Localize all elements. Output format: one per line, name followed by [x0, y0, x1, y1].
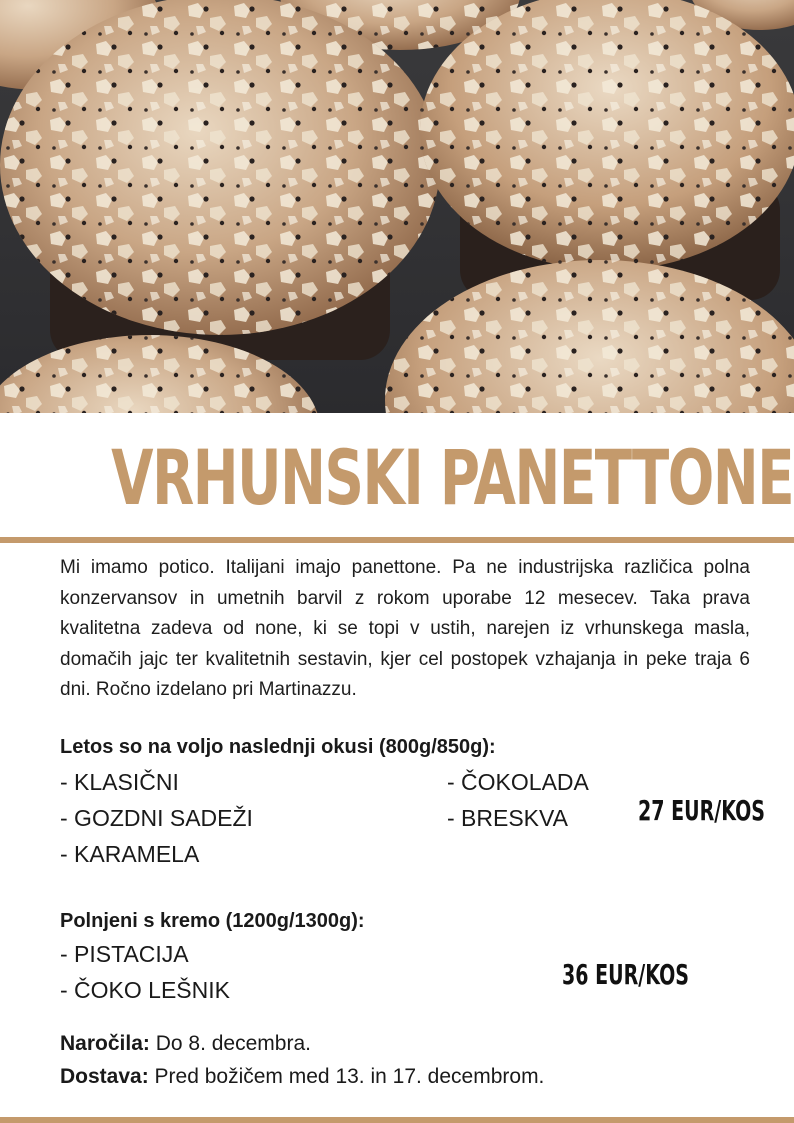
panettone-photo — [0, 0, 794, 413]
flavor-item: - ČOKOLADA — [447, 769, 589, 795]
orders-line — [60, 1032, 311, 1056]
delivery-value: Pred božičem med 13. in 17. decembrom. — [148, 1065, 545, 1088]
flavor-item: - KLASIČNI — [60, 769, 179, 795]
bottom-divider — [0, 1117, 794, 1123]
flavors-heading: Letos so na voljo naslednji okusi (800g/850g): — [60, 736, 496, 758]
top-divider — [0, 537, 794, 543]
orders-label: Naročila: — [60, 1032, 150, 1055]
delivery-label: Dostava: — [60, 1065, 149, 1088]
filled-price: 36 EUR/KOS — [562, 958, 690, 991]
page-title: VRHUNSKI PANETTONE — [111, 433, 794, 522]
flavor-item: - GOZDNI SADEŽI — [60, 805, 253, 831]
filled-item: - ČOKO LEŠNIK — [60, 977, 230, 1003]
panettone-illustration — [0, 0, 794, 413]
filled-heading: Polnjeni s kremo (1200g/1300g): — [60, 910, 365, 932]
flavor-item: - KARAMELA — [60, 841, 200, 867]
flavors-price: 27 EUR/KOS — [638, 794, 766, 827]
orders-value: Do 8. decembra. — [149, 1032, 311, 1055]
filled-item: - PISTACIJA — [60, 941, 189, 967]
flavor-item: - BRESKVA — [447, 805, 568, 831]
delivery-line — [60, 1065, 544, 1089]
intro-paragraph: Mi imamo potico. Italijani imajo panettone. Pa ne industrijska različica polna konzervansov in umetnih barvil z rokom uporabe 12 mesecev. Taka prava kvalitetna zadeva od none, ki se topi v ustih, narejen iz vrhunskega masla, domačih jajc ter kvalitetnih sestavin, kjer cel postopek vzhajanja in peke traja 6 dni. Ročno izdelano pri Martinazzu. — [60, 557, 750, 700]
